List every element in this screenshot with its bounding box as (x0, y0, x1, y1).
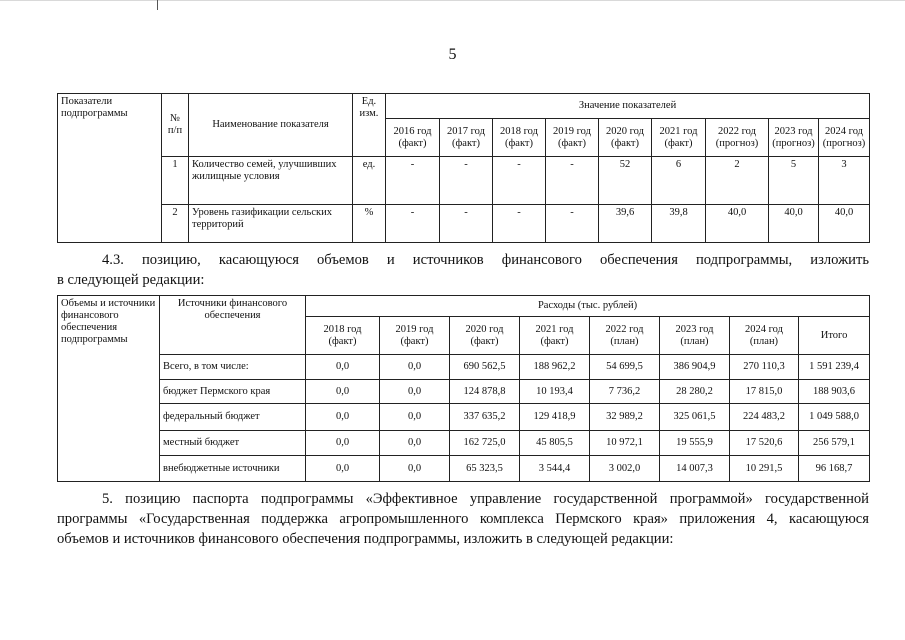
indicator-value: 3 (819, 157, 870, 205)
indicator-value: 6 (652, 157, 706, 205)
financing-source: Всего, в том числе: (160, 355, 306, 380)
expense-value: 0,0 (380, 355, 450, 380)
expense-total: 188 903,6 (799, 380, 870, 404)
row-number: 2 (162, 205, 189, 243)
financing-source: внебюджетные источники (160, 456, 306, 482)
expense-value: 3 002,0 (590, 456, 660, 482)
indicator-value: 39,8 (652, 205, 706, 243)
year-header: 2022 год (план) (590, 317, 660, 355)
table-row (58, 431, 870, 456)
header-subprogram-indicators: Показатели подпрограммы (58, 94, 162, 243)
indicator-value: - (493, 157, 546, 205)
header-unit: Ед. изм. (353, 94, 386, 157)
year-header: 2021 год (факт) (520, 317, 590, 355)
year-header: 2020 год (факт) (599, 119, 652, 157)
expense-value: 0,0 (380, 404, 450, 431)
indicator-value: - (386, 205, 440, 243)
expense-value: 10 193,4 (520, 380, 590, 404)
indicator-value: - (546, 157, 599, 205)
header-indicator-name: Наименование показателя (189, 94, 353, 157)
year-header: 2018 год (факт) (493, 119, 546, 157)
indicator-value: 40,0 (769, 205, 819, 243)
expense-value: 386 904,9 (660, 355, 730, 380)
indicator-value: 2 (706, 157, 769, 205)
expense-value: 54 699,5 (590, 355, 660, 380)
year-header: 2016 год (факт) (386, 119, 440, 157)
indicator-value: - (493, 205, 546, 243)
year-header: 2024 год (прогноз) (819, 119, 870, 157)
expense-value: 19 555,9 (660, 431, 730, 456)
expense-value: 690 562,5 (450, 355, 520, 380)
year-header: 2024 год (план) (730, 317, 799, 355)
expense-total: 96 168,7 (799, 456, 870, 482)
expense-value: 10 972,1 (590, 431, 660, 456)
expense-value: 10 291,5 (730, 456, 799, 482)
indicator-value: 40,0 (706, 205, 769, 243)
financing-source: бюджет Пермского края (160, 380, 306, 404)
header-volumes-sources: Объемы и источники финансового обеспечения подпрограммы (58, 296, 160, 482)
expense-value: 28 280,2 (660, 380, 730, 404)
paragraph-line: объемов и источников финансового обеспечения подпрограммы, изложить в следующей редакции: (57, 531, 674, 547)
paragraph-line: 4.3. позицию, касающуюся объемов и источников финансового обеспечения подпрограммы, изложить (102, 252, 869, 268)
table-row (58, 380, 870, 404)
expense-value: 17 815,0 (730, 380, 799, 404)
table-row (58, 404, 870, 431)
indicator-value: - (440, 205, 493, 243)
indicator-value: 39,6 (599, 205, 652, 243)
year-header: 2018 год (факт) (306, 317, 380, 355)
indicator-value: - (546, 205, 599, 243)
expense-value: 0,0 (380, 456, 450, 482)
top-border (0, 0, 905, 2)
expense-total: 256 579,1 (799, 431, 870, 456)
expense-value: 17 520,6 (730, 431, 799, 456)
corner-mark (157, 0, 158, 10)
indicator-value: 40,0 (819, 205, 870, 243)
year-header: 2020 год (факт) (450, 317, 520, 355)
expense-value: 124 878,8 (450, 380, 520, 404)
year-header: 2023 год (план) (660, 317, 730, 355)
financing-source: местный бюджет (160, 431, 306, 456)
table-row (58, 157, 870, 205)
header-indicator-values: Значение показателей (386, 94, 870, 119)
year-header-total: Итого (799, 317, 870, 355)
financing-source: федеральный бюджет (160, 404, 306, 431)
indicator-unit: ед. (353, 157, 386, 205)
expense-value: 0,0 (380, 431, 450, 456)
financing-table (57, 295, 870, 482)
header-row-number: № п/п (162, 94, 189, 157)
year-header: 2021 год (факт) (652, 119, 706, 157)
indicator-value: 5 (769, 157, 819, 205)
paragraph-line: 5. позицию паспорта подпрограммы «Эффективное управление государственной программой» государственной (102, 491, 869, 507)
indicator-unit: % (353, 205, 386, 243)
expense-value: 0,0 (306, 431, 380, 456)
expense-value: 65 323,5 (450, 456, 520, 482)
paragraph-line: программы «Государственная поддержка агропромышленного комплекса Пермского края» приложения 4, касающуюся (57, 511, 869, 527)
header-expenses: Расходы (тыс. рублей) (306, 296, 870, 317)
expense-value: 32 989,2 (590, 404, 660, 431)
expense-value: 0,0 (306, 456, 380, 482)
year-header: 2019 год (факт) (380, 317, 450, 355)
expense-value: 3 544,4 (520, 456, 590, 482)
expense-value: 162 725,0 (450, 431, 520, 456)
table-row (58, 456, 870, 482)
expense-total: 1 049 588,0 (799, 404, 870, 431)
expense-value: 337 635,2 (450, 404, 520, 431)
expense-value: 7 736,2 (590, 380, 660, 404)
year-header: 2017 год (факт) (440, 119, 493, 157)
indicator-value: - (440, 157, 493, 205)
indicators-table (57, 93, 870, 243)
header-financing-sources: Источники финансового обеспечения (160, 296, 306, 355)
expense-value: 0,0 (380, 380, 450, 404)
table-row (58, 355, 870, 380)
paragraph-line: в следующей редакции: (57, 272, 205, 288)
expense-value: 188 962,2 (520, 355, 590, 380)
expense-value: 129 418,9 (520, 404, 590, 431)
expense-value: 0,0 (306, 355, 380, 380)
row-number: 1 (162, 157, 189, 205)
expense-value: 270 110,3 (730, 355, 799, 380)
expense-value: 325 061,5 (660, 404, 730, 431)
indicator-name: Количество семей, улучшивших жилищные условия (189, 157, 353, 205)
expense-value: 224 483,2 (730, 404, 799, 431)
year-header: 2019 год (факт) (546, 119, 599, 157)
expense-value: 0,0 (306, 380, 380, 404)
paragraph-5 (57, 489, 869, 549)
year-header: 2023 год (прогноз) (769, 119, 819, 157)
year-header: 2022 год (прогноз) (706, 119, 769, 157)
expense-value: 0,0 (306, 404, 380, 431)
page-number: 5 (448, 46, 457, 63)
expense-value: 14 007,3 (660, 456, 730, 482)
indicator-name: Уровень газификации сельских территорий (189, 205, 353, 243)
indicator-value: - (386, 157, 440, 205)
table-row (58, 205, 870, 243)
expense-total: 1 591 239,4 (799, 355, 870, 380)
indicator-value: 52 (599, 157, 652, 205)
expense-value: 45 805,5 (520, 431, 590, 456)
paragraph-4-3 (57, 250, 869, 290)
